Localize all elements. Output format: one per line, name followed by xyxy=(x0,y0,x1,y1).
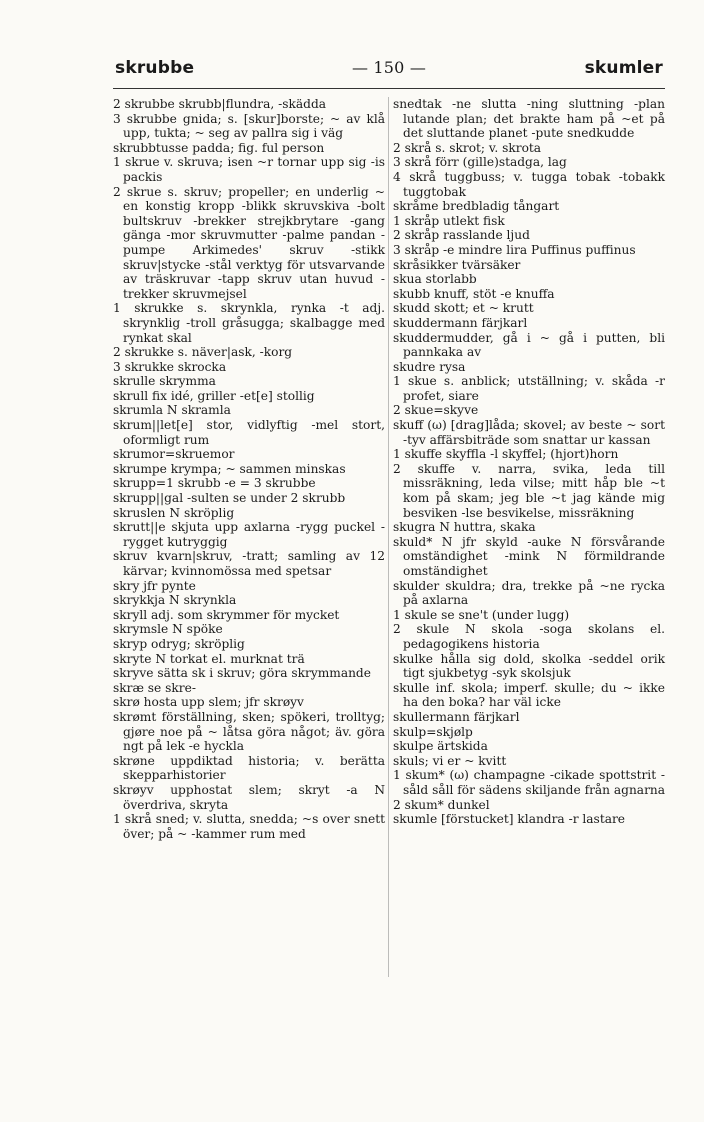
dictionary-entry: 1 skrue v. skruva; isen ~r tornar upp sig -is packis xyxy=(113,155,385,184)
dictionary-entry: skryp odryg; skröplig xyxy=(113,636,245,651)
dictionary-entry: skrøne uppdiktad historia; v. berätta skepparhistorier xyxy=(113,753,385,783)
dictionary-entry: skrøyv upphostat slem; skryt -a N överdriva, skryta xyxy=(113,782,385,812)
dictionary-entry: skryll adj. som skrymmer för mycket xyxy=(113,607,340,622)
dictionary-entry: 1 skråp utlekt fisk xyxy=(393,213,505,228)
dictionary-entry: 1 skule se sne't (under lugg) xyxy=(393,607,570,622)
dictionary-entry: skumle [förstucket] klandra -r lastare xyxy=(393,812,626,827)
dictionary-entry: skulder skuldra; dra, trekke på ~ne rycka på axlarna xyxy=(393,578,665,608)
dictionary-entry: skuff (ω) [drag]låda; skovel; av beste ~ sort -tyv affärsbiträde som snattar ur kassan xyxy=(393,418,665,447)
dictionary-entry: skudd skott; et ~ krutt xyxy=(393,301,534,316)
dictionary-entry: skrulle skrymma xyxy=(113,374,216,389)
dictionary-entry: 3 skrå förr (gille)stadga, lag xyxy=(393,155,567,170)
dictionary-entry: skrumla N skramla xyxy=(113,403,231,418)
dictionary-entry: skulke hålla sig dold, skolka -seddel orik tigt sjukbetyg -syk skolsjuk xyxy=(393,651,665,681)
dictionary-entry: skrupp=1 skrubb -e = 3 skrubbe xyxy=(113,476,316,491)
dictionary-entry: 2 skråp rasslande ljud xyxy=(393,228,530,243)
dictionary-entry: skuddermann färjkarl xyxy=(393,315,528,330)
dictionary-entry: skrubbtusse padda; fig. ful person xyxy=(113,140,325,155)
dictionary-entry: skruslen N skröplig xyxy=(113,505,235,520)
dictionary-entry: 1 skum* (ω) champagne -cikade spottstrit -såld såll för sädens skiljande från agnarna xyxy=(393,768,666,797)
dictionary-entry: skugra N huttra, skaka xyxy=(393,520,536,535)
dictionary-entry: 3 skråp -e mindre lira Puffinus puffinus xyxy=(393,242,636,257)
dictionary-entry: 2 skue=skyve xyxy=(393,403,479,418)
dictionary-entry: skruv kvarn|skruv, -tratt; samling av 12 kärvar; kvinnomössa med spetsar xyxy=(113,549,385,578)
left-column xyxy=(113,97,385,841)
page-number: — 150 — xyxy=(351,58,427,77)
dictionary-entry: 2 skuffe v. narra, svika, leda till missräkning, leda vilse; mitt håp ble ~t kom på skam; jeg ble ~t jag kände mig besviken -lse besvikelse, missräkning xyxy=(393,461,665,520)
dictionary-entry: skrumpe krympa; ~ sammen minskas xyxy=(113,461,346,476)
dictionary-entry: skræ se skre- xyxy=(113,680,196,695)
dictionary-entry: skulpe ärtskida xyxy=(393,739,488,754)
dictionary-entry: skrumor=skruemor xyxy=(113,447,235,462)
dictionary-entry: skua storlabb xyxy=(393,272,477,287)
dictionary-entry: skråsikker tvärsäker xyxy=(393,257,521,272)
dictionary-entry: skry jfr pynte xyxy=(113,578,196,593)
dictionary-entry: 2 skule N skola -soga skolans el. pedagogikens historia xyxy=(393,622,665,651)
dictionary-entry: 1 skrukke s. skrynkla, rynka -t adj. skrynklig -troll gråsugga; skalbagge med rynkat skal xyxy=(113,301,385,345)
column-divider xyxy=(388,97,389,977)
dictionary-entry: 1 skuffe skyffla -l skyffel; (hjort)horn xyxy=(393,447,619,462)
right-column xyxy=(393,97,665,827)
dictionary-entry: skulle inf. skola; imperf. skulle; du ~ ikke ha den boka? har väl icke xyxy=(393,680,665,710)
dictionary-entry: skrø hosta upp slem; jfr skrøyv xyxy=(113,695,304,710)
dictionary-entry: skrum||let[e] stor, vidlyftig -mel stort, oformligt rum xyxy=(113,418,385,447)
header-rule xyxy=(113,88,665,89)
dictionary-entry: 2 skrå s. skrot; v. skrota xyxy=(393,140,542,155)
dictionary-entry: skuddermudder, gå i ~ gå i putten, bli pannkaka av xyxy=(393,330,665,360)
dictionary-entry: skryve sätta sk i skruv; göra skrymmande xyxy=(113,666,371,681)
dictionary-entry: skudre rysa xyxy=(393,359,466,374)
dictionary-entry: skrymsle N spöke xyxy=(113,622,223,637)
dictionary-entry: skulp=skjølp xyxy=(393,724,473,739)
dictionary-entry: 3 skrukke skrocka xyxy=(113,359,227,374)
dictionary-entry: skryte N torkat el. murknat trä xyxy=(113,651,305,666)
dictionary-entry: skrull fix idé, griller -et[e] stollig xyxy=(113,388,315,403)
dictionary-entry: 2 skrubbe skrubb|flundra, -skädda xyxy=(113,97,327,111)
dictionary-entry: 2 skrukke s. näver|ask, -korg xyxy=(113,345,293,360)
header-first-word: skrubbe xyxy=(115,58,195,78)
dictionary-entry: skråme bredbladig tångart xyxy=(393,199,560,214)
dictionary-entry: 2 skrue s. skruv; propeller; en underlig ~ en konstig kropp -blikk skruvskiva -bolt bultskruv -brekker strejkbrytare -gang gänga -mor skruvmutter -palme pandan -pumpe Arkimedes' skruv -stikk skruv|stycke -stål verktyg för utsvarvande av träskruvar -tapp skruv utan huvud -trekker skruvmejsel xyxy=(113,184,385,301)
dictionary-entry: skuls; vi er ~ kvitt xyxy=(393,753,507,768)
dictionary-entry: 1 skue s. anblick; utställning; v. skåda -r profet, siare xyxy=(393,374,665,403)
dictionary-entry: 2 skum* dunkel xyxy=(393,797,490,812)
dictionary-entry: skrykkja N skrynkla xyxy=(113,593,237,608)
dictionary-entry: skullermann färjkarl xyxy=(393,709,520,724)
dictionary-entry: 1 skrå sned; v. slutta, snedda; ~s over snett över; på ~ -kammer rum med xyxy=(113,812,385,841)
page-header xyxy=(115,58,663,82)
dictionary-entry: skrømt förställning, sken; spökeri, trolltyg; gjøre noe på ~ låtsa göra något; äv. göra ngt på lek -e hyckla xyxy=(113,709,385,754)
dictionary-entry: 3 skrubbe gnida; s. [skur]borste; ~ av klå upp, tukta; ~ seg av pallra sig i väg xyxy=(113,111,385,141)
dictionary-entry: skrutt||e skjuta upp axlarna -rygg puckel -rygget kutryggig xyxy=(113,520,385,549)
dictionary-entry: snedtak -ne slutta -ning sluttning -plan lutande plan; det brakte ham på ~et på det sluttande planet -pute snedkudde xyxy=(393,97,665,141)
dictionary-entry: skrupp||gal -sulten se under 2 skrubb xyxy=(113,491,346,506)
dictionary-entry: 4 skrå tuggbuss; v. tugga tobak -tobakk tuggtobak xyxy=(393,169,665,199)
dictionary-entry: skubb knuff, stöt -e knuffa xyxy=(393,286,555,301)
dictionary-entry: skuld* N jfr skyld -auke N försvårande omständighet -mink N förmildrande omständighet xyxy=(393,534,665,578)
header-last-word: skumler xyxy=(584,58,663,78)
